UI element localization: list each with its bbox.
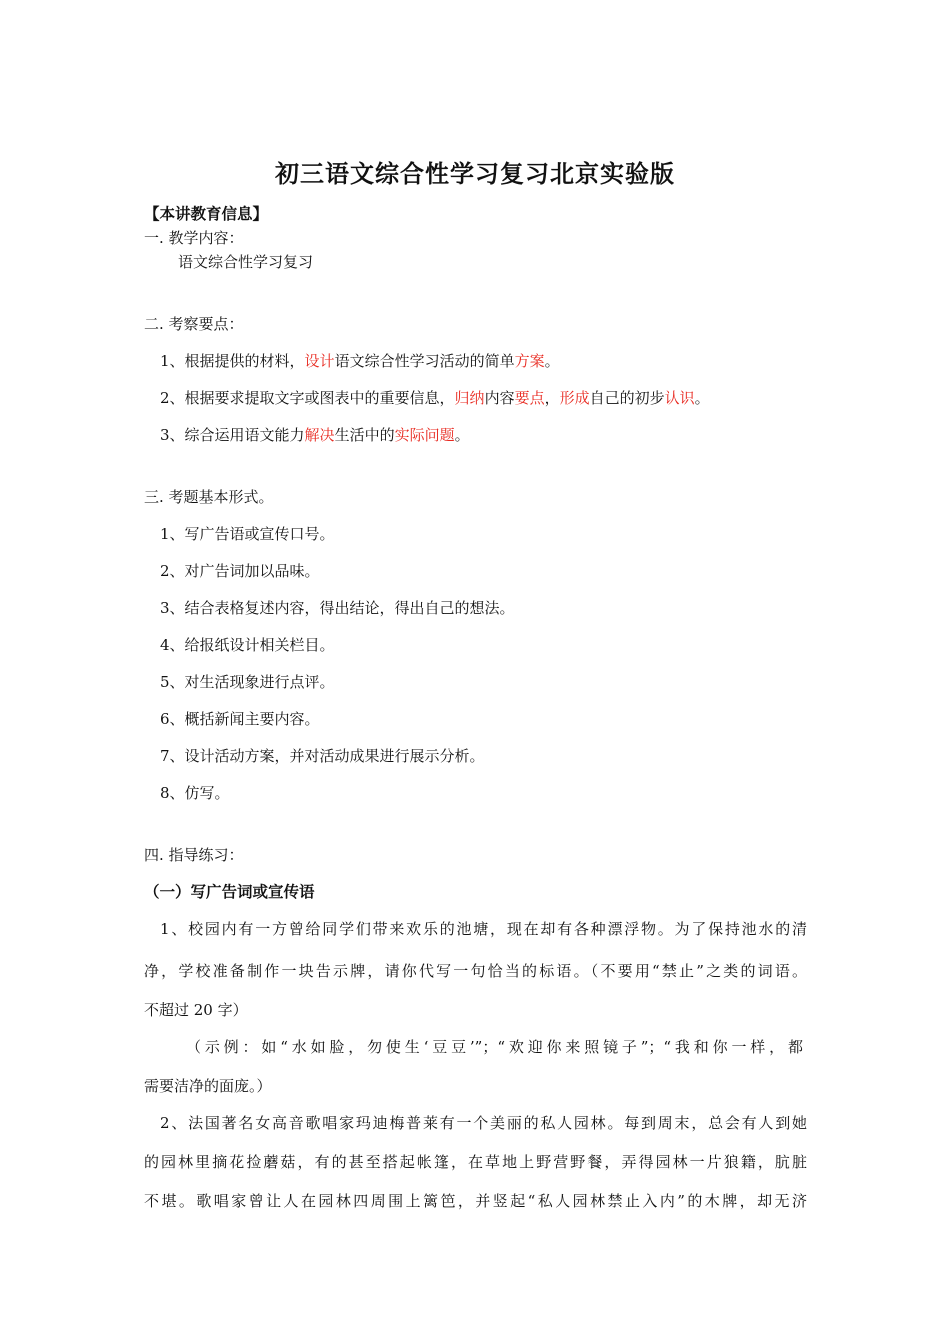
key-point-text: 。 (694, 389, 710, 407)
key-point-highlight: 归纳 (454, 389, 485, 407)
key-point-text: 1、根据提供的材料， (160, 352, 305, 370)
form-item-1: 1、写广告语或宣传口号。 (160, 525, 335, 543)
key-point-text: 语文综合性学习活动的简单 (334, 352, 515, 370)
exercise-line: （示例：如“水如脸，勿使生‘豆豆’”；“欢迎你来照镜子”；“我和你一样，都 (186, 1038, 803, 1056)
exercise-line: 2、法国著名女高音歌唱家玛迪梅普莱有一个美丽的私人园林。每到周末，总会有人到她 (160, 1114, 807, 1132)
key-point-highlight: 设计 (304, 352, 335, 370)
section4-heading: 四. 指导练习： (144, 846, 244, 864)
section2-heading: 二. 考察要点： (144, 315, 244, 333)
key-point-highlight: 解决 (304, 426, 335, 444)
key-point-highlight: 认识 (664, 389, 695, 407)
info-heading: 【本讲教育信息】 (144, 205, 269, 223)
page-title: 初三语文综合性学习复习北京实验版 (275, 160, 675, 188)
exercise-line: 不超过 20 字） (144, 1001, 248, 1019)
form-item-4: 4、给报纸设计相关栏目。 (160, 636, 335, 654)
key-point-text: 。 (544, 352, 560, 370)
key-point-highlight: 实际问题 (394, 426, 455, 444)
exercise-line: 1、校园内有一方曾给同学们带来欢乐的池塘，现在却有各种漂浮物。为了保持池水的清 (160, 920, 807, 938)
key-point-text: ， (544, 389, 560, 407)
form-item-3: 3、结合表格复述内容，得出结论，得出自己的想法。 (160, 599, 515, 617)
key-point-text: 。 (454, 426, 470, 444)
form-item-7: 7、设计活动方案，并对活动成果进行展示分析。 (160, 747, 485, 765)
exercise-line: 净，学校准备制作一块告示牌，请你代写一句恰当的标语。（不要用“禁止”之类的词语。 (144, 962, 807, 980)
form-item-2: 2、对广告词加以品味。 (160, 562, 320, 580)
form-item-6: 6、概括新闻主要内容。 (160, 710, 320, 728)
exercise-line: 的园林里摘花捡蘑菇，有的甚至搭起帐篷，在草地上野营野餐，弄得园林一片狼籍，肮脏 (144, 1153, 807, 1171)
key-point-2 (160, 388, 710, 408)
key-point-text: 3、综合运用语文能力 (160, 426, 305, 444)
form-item-8: 8、仿写。 (160, 784, 230, 802)
key-point-1 (160, 351, 560, 371)
key-point-highlight: 要点 (514, 389, 545, 407)
section3-heading: 三. 考题基本形式。 (144, 488, 274, 506)
exercise-subheading: （一）写广告词或宣传语 (144, 883, 315, 901)
exercise-line: 不堪。歌唱家曾让人在园林四周围上篱笆，并竖起“私人园林禁止入内”的木牌，却无济 (144, 1192, 807, 1210)
key-point-text: 内容 (484, 389, 515, 407)
key-point-text: 自己的初步 (589, 389, 665, 407)
key-point-3 (160, 425, 470, 445)
section1-body: 语文综合性学习复习 (178, 253, 314, 271)
key-point-highlight: 方案 (514, 352, 545, 370)
key-point-text: 生活中的 (334, 426, 395, 444)
section1-heading: 一. 教学内容： (144, 229, 244, 247)
key-point-text: 2、根据要求提取文字或图表中的重要信息， (160, 389, 455, 407)
form-item-5: 5、对生活现象进行点评。 (160, 673, 335, 691)
key-point-highlight: 形成 (559, 389, 590, 407)
exercise-line: 需要洁净的面庞。） (144, 1077, 272, 1095)
